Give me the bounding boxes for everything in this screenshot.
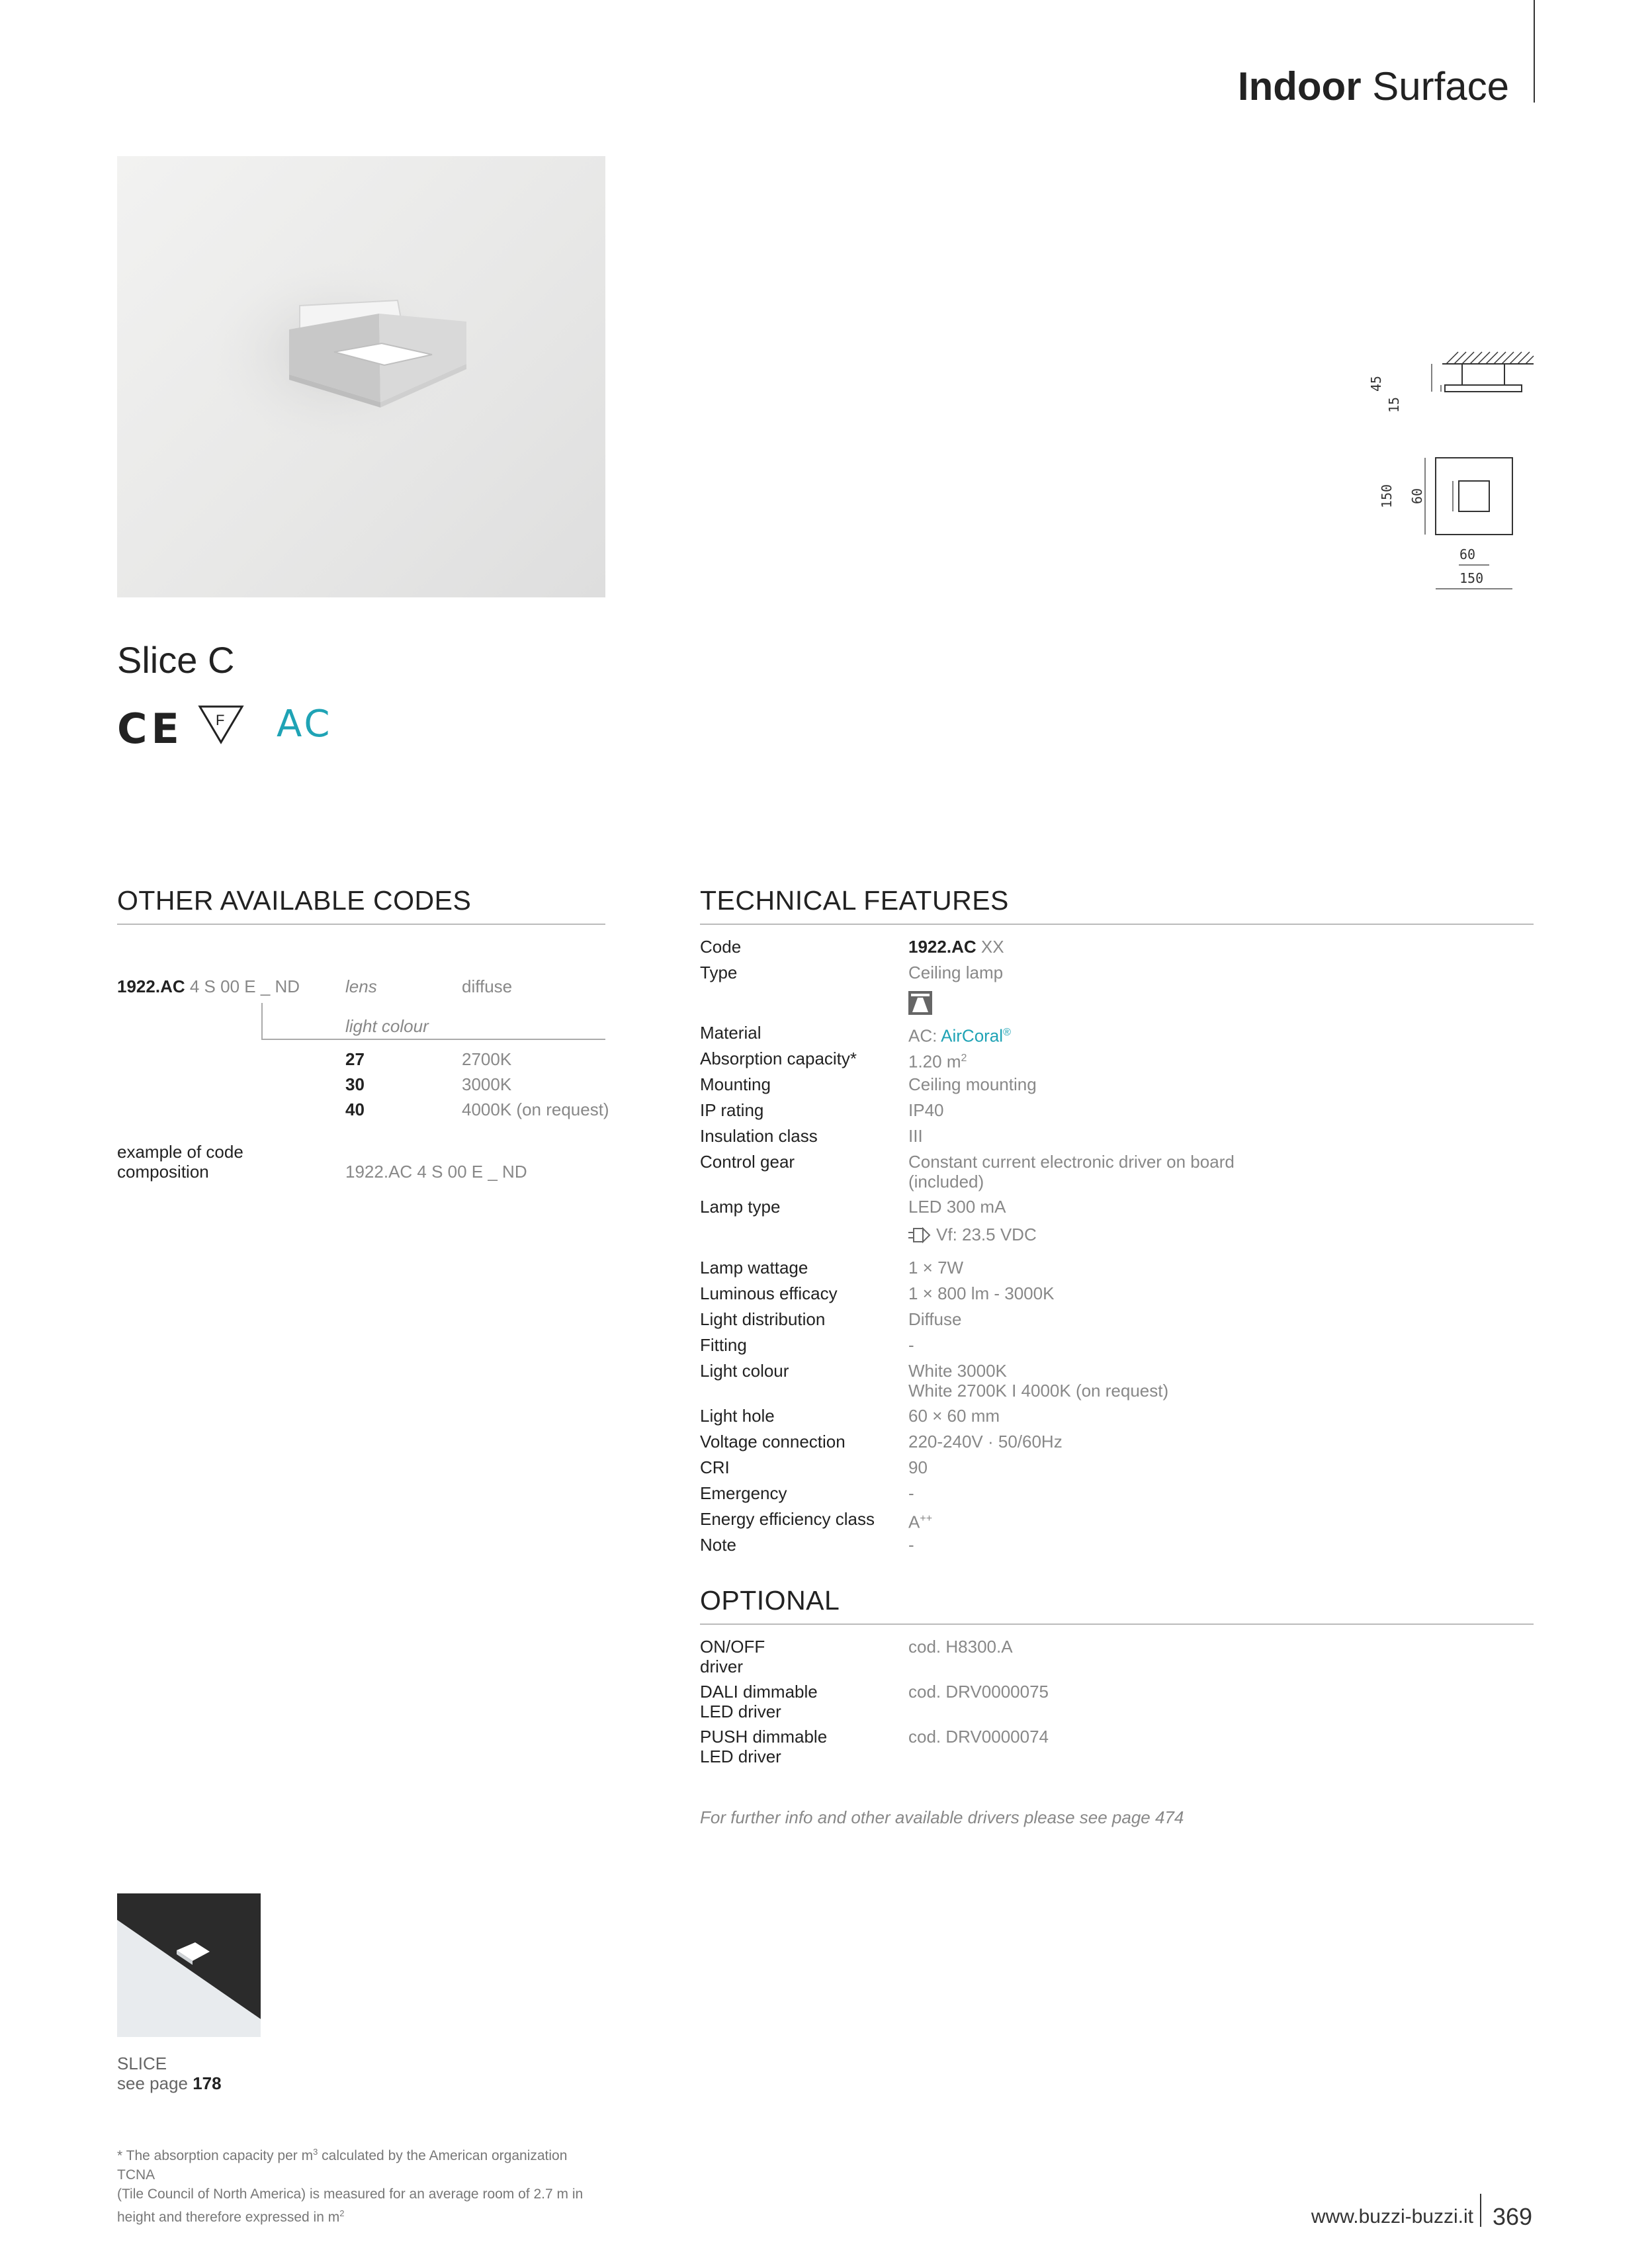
example-label: example of code composition	[117, 1142, 243, 1182]
related-product-name: SLICE	[117, 2054, 167, 2073]
colour-code-row: 40 4000K (on request)	[345, 1100, 609, 1119]
page-number: 369	[1493, 2203, 1533, 2230]
related-product-link[interactable]: see page 178	[117, 2073, 222, 2093]
dim-depth-total: 150	[1379, 484, 1395, 509]
colour-code-row: 30 3000K	[345, 1074, 512, 1094]
lamp-vf: Vf: 23.5 VDC	[936, 1225, 1037, 1244]
aircoral-mark-icon: AC	[277, 703, 333, 746]
lens-value: diffuse	[462, 976, 513, 996]
dim-height-body: 15	[1386, 396, 1402, 413]
technical-title: TECHNICAL FEATURES	[700, 885, 1009, 916]
footnote: * The absorption capacity per $m^3$ calculated by the American organization TCNA (Tile Council of North America) is measured for an average room of 2.7 m in height and therefore expressed in $m^2$	[117, 2147, 584, 2225]
dimension-drawing	[1363, 344, 1535, 602]
lens-label: lens	[345, 976, 377, 996]
led-driver-icon	[908, 1226, 932, 1244]
product-name: Slice C	[117, 639, 235, 681]
f-mark-icon: F	[197, 704, 245, 745]
example-value: 1922.AC 4 S 00 E _ ND	[345, 1162, 527, 1182]
related-product-thumbnail[interactable]	[117, 1893, 261, 2037]
colour-codes-list	[345, 1049, 610, 1125]
dim-width-total: 150	[1459, 570, 1484, 586]
optional-rule	[700, 1623, 1534, 1625]
other-codes-rule	[117, 924, 605, 925]
dim-height-total: 45	[1368, 375, 1384, 392]
ce-mark-icon: CE	[117, 705, 183, 753]
dim-width-hole: 60	[1459, 546, 1476, 562]
colour-code-row: 27 2700K	[345, 1049, 512, 1069]
dim-depth-hole: 60	[1409, 488, 1425, 505]
footer-rule	[1480, 2194, 1481, 2227]
other-codes-title: OTHER AVAILABLE CODES	[117, 885, 472, 916]
further-info-note: For further info and other available drivers please see page 474	[700, 1807, 1184, 1827]
footer-website[interactable]: www.buzzi-buzzi.it	[1311, 2206, 1473, 2228]
code-bracket-rule	[261, 1039, 605, 1040]
product-photo	[117, 156, 605, 597]
code-bracket	[261, 1003, 263, 1040]
optional-title: OPTIONAL	[700, 1585, 840, 1616]
light-colour-label: light colour	[345, 1016, 429, 1036]
page-category: Indoor Surface	[1237, 64, 1509, 108]
code-base: 1922.AC 4 S 00 E _ ND	[117, 976, 300, 996]
ceiling-lamp-icon	[908, 991, 932, 1015]
header-rule	[1534, 0, 1535, 103]
technical-rule	[700, 924, 1534, 925]
